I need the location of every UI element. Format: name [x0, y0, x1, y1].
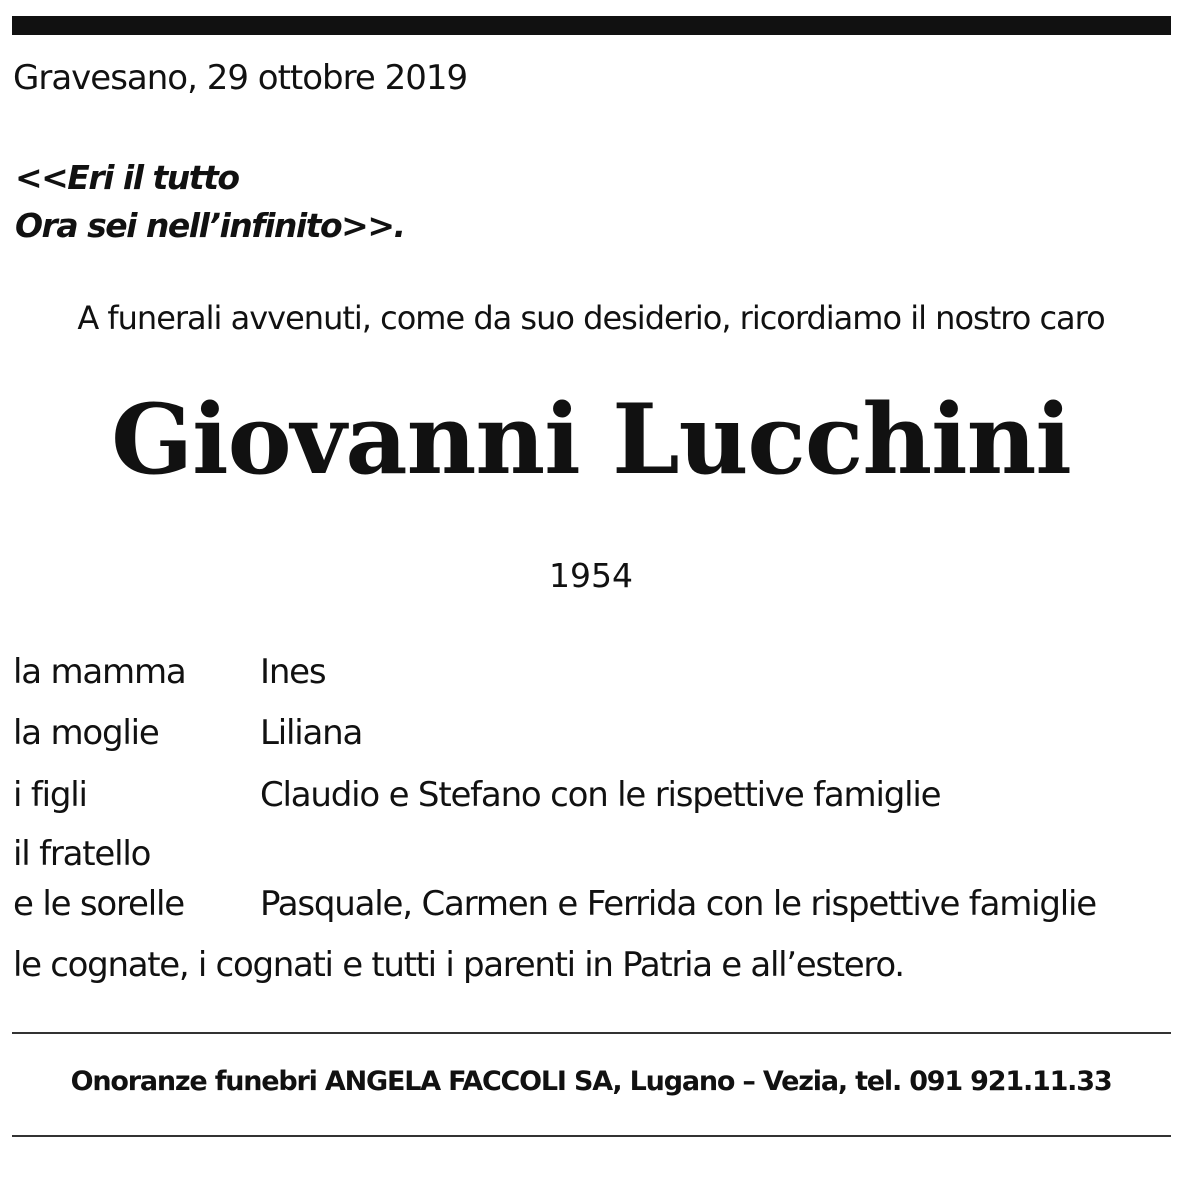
deceased-name: Giovanni Lucchini — [111, 383, 1071, 496]
top-rule-bar — [12, 16, 1171, 35]
family-relation: i figli — [13, 775, 87, 815]
quote-line-2: Ora sei nell’infinito>>. — [15, 206, 405, 245]
quote-line-1: <<Eri il tutto — [15, 158, 239, 197]
family-names: Liliana — [260, 713, 363, 753]
place-date: Gravesano, 29 ottobre 2019 — [13, 58, 468, 98]
quote — [15, 154, 405, 250]
family-names: Ines — [260, 652, 326, 692]
family-relation: il fratello — [13, 834, 151, 874]
family-relation: la moglie — [13, 713, 159, 753]
birth-year: 1954 — [549, 556, 633, 595]
family-names: Claudio e Stefano con le rispettive famiglie — [260, 775, 941, 815]
divider-top — [12, 1032, 1171, 1034]
family-relation: la mamma — [13, 652, 186, 692]
closing-text: le cognate, i cognati e tutti i parenti in Patria e all’estero. — [13, 945, 904, 985]
intro-text: A funerali avvenuti, come da suo desiderio, ricordiamo il nostro caro — [77, 299, 1105, 337]
divider-bottom — [12, 1135, 1171, 1137]
funeral-home-info: Onoranze funebri ANGELA FACCOLI SA, Lugano – Vezia, tel. 091 921.11.33 — [70, 1066, 1112, 1097]
family-relation: e le sorelle — [13, 884, 184, 924]
family-names: Pasquale, Carmen e Ferrida con le rispettive famiglie — [260, 884, 1096, 924]
